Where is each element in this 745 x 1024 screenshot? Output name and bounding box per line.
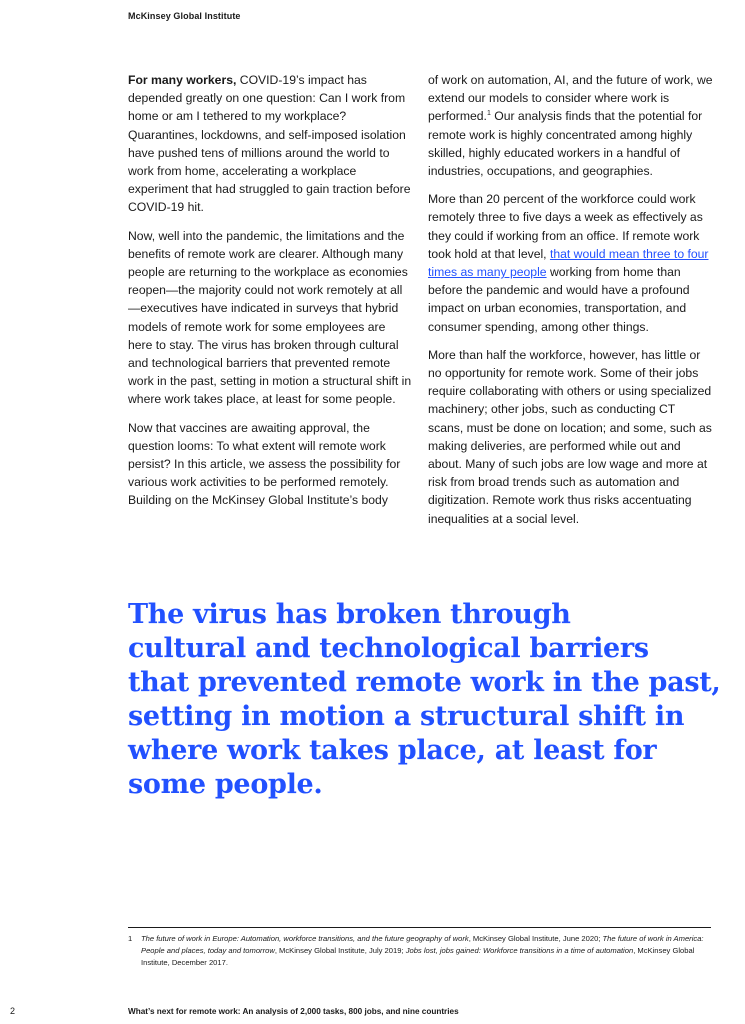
citation-source: , McKinsey Global Institute, June 2020; [468,934,603,943]
right-column [428,71,713,538]
citation-title: The future of work in America: People and places, today and tomorrow [141,934,704,955]
lead-in: For many workers, [128,73,237,87]
citation-title: Jobs lost, jobs gained: Workforce transitions in a time of automation [405,946,634,955]
paragraph: Now, well into the pandemic, the limitations and the benefits of remote work are clearer. Although many people are returning to the workplace as economies reopen—the majority could not work remotely at all—executives have indicated in surveys that hybrid models of remote work for some employees are here to stay. The virus has broken through cultural and technological barriers that prevented remote work in the past, setting in motion a structural shift in where work takes place, at least for some people. [128,228,412,407]
paragraph: More than half the workforce, however, has little or no opportunity for remote work. Some of their jobs require collaborating with others or using specialized machinery; other jobs, such as conducting CT scans, must be done on location; and some, such as making deliveries, are performed while out and about. Many of such jobs are low wage and more at risk from broad trends such as automation and digitization. Remote work thus risks accentuating inequalities at a social level. [428,347,712,526]
publisher-header: McKinsey Global Institute [128,11,241,21]
page-number: 2 [10,1006,16,1016]
paragraph-text: More than 20 percent of the workforce could work remotely three to five days a week as effectively as they could if working from an office. If remote work took hold at that level, [428,192,703,261]
citation-source: , McKinsey Global Institute, July 2019; [274,946,406,955]
footnote-text [141,933,711,969]
footnote-number: 1 [128,934,133,943]
paragraph-text: working from home than before the pandemic and would have a profound impact on urban economies, transportation, and consumer spending, among other things. [428,265,690,334]
citation-title: The future of work in Europe: Automation, workforce transitions, and the future geography of work [141,934,469,943]
paragraph [428,71,713,180]
footer-title: What’s next for remote work: An analysis of 2,000 tasks, 800 jobs, and nine countries [128,1007,459,1016]
pull-quote-line: cultural and technological barriers [128,633,649,664]
pull-quote-line: setting in motion a structural shift in [128,701,685,732]
paragraph-text: COVID-19’s impact has depended greatly on one question: Can I work from home or am I tethered to my workplace? Quarantines, lockdowns, and self-imposed isolation have pushed tens of millions around the world to work from home, accelerating a workplace experiment that had struggled to gain traction before COVID-19 hit. [128,73,411,215]
pull-quote-line: some people. [128,769,323,800]
remote-work-link[interactable]: that would mean three to four times as many people [428,246,709,280]
paragraph [128,71,413,217]
footnote [128,933,711,969]
paragraph [428,190,713,336]
pull-quote-line: that prevented remote work in the past, [128,667,721,698]
pull-quote [128,598,728,802]
citation-source: , McKinsey Global Institute, December 2017. [141,946,695,967]
pull-quote-line: where work takes place, at least for [128,735,657,766]
paragraph: Now that vaccines are awaiting approval, the question looms: To what extent will remote work persist? In this article, we assess the possibility for various work activities to be performed remotely. Building on the McKinsey Global Institute’s body [128,420,401,508]
paragraph-text: Our analysis finds that the potential for remote work is highly concentrated among highly skilled, highly educated workers in a handful of industries, occupations, and geographies. [428,109,703,179]
left-column [128,71,413,520]
footnote-ref: 1 [486,110,491,118]
paragraph-text: of work on automation, AI, and the future of work, we extend our models to consider where work is performed. [428,73,713,124]
pull-quote-line: The virus has broken through [128,599,571,630]
footnote-divider [128,927,711,928]
